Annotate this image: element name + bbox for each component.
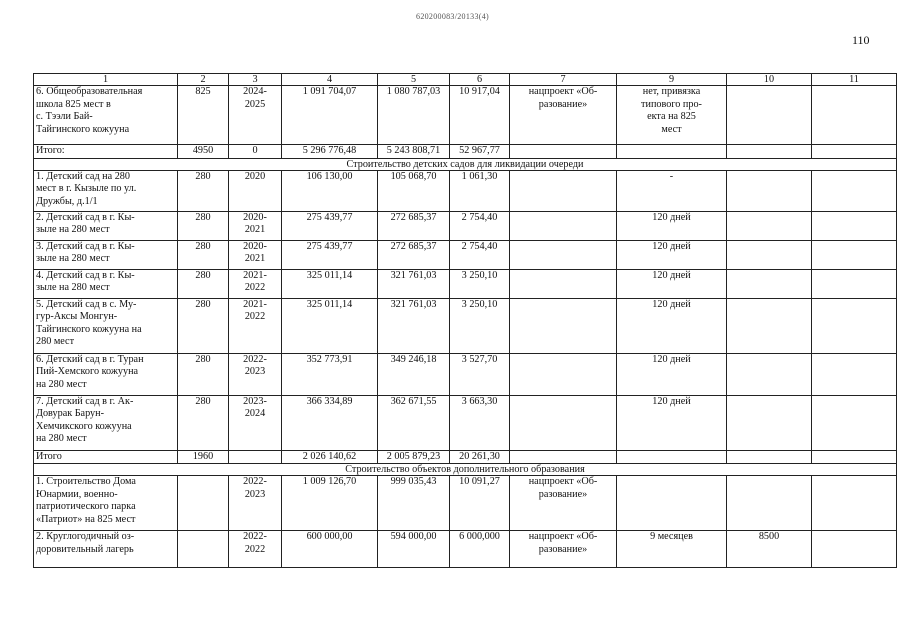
page-number: 110 [852, 33, 870, 47]
table-cell: 825 [178, 86, 229, 145]
table-cell: 275 439,77 [282, 240, 378, 269]
table-cell: 120 дней [617, 269, 727, 298]
table-cell: 2 754,40 [450, 211, 510, 240]
table-cell: 272 685,37 [378, 240, 450, 269]
table-cell: 120 дней [617, 395, 727, 450]
table-cell: 280 [178, 353, 229, 395]
table-cell: 325 011,14 [282, 269, 378, 298]
table-cell: 2 754,40 [450, 240, 510, 269]
table-cell: 1 091 704,07 [282, 86, 378, 145]
table-cell: 2020 [229, 170, 282, 211]
table-cell: 2024- 2025 [229, 86, 282, 145]
table-cell [727, 353, 812, 395]
table-cell: 10 917,04 [450, 86, 510, 145]
table-cell: 2020- 2021 [229, 211, 282, 240]
table-cell [812, 240, 897, 269]
data-table [33, 73, 897, 568]
table-cell: 120 дней [617, 211, 727, 240]
table-cell: 280 [178, 211, 229, 240]
table-cell: 3 250,10 [450, 298, 510, 353]
table-row [34, 145, 897, 159]
table-cell: 321 761,03 [378, 298, 450, 353]
table-cell: 280 [178, 395, 229, 450]
table-cell [510, 211, 617, 240]
table-cell: 120 дней [617, 240, 727, 269]
table-cell: 321 761,03 [378, 269, 450, 298]
table-cell: 349 246,18 [378, 353, 450, 395]
table-row [34, 353, 897, 395]
column-header: 1 [34, 74, 178, 86]
table-cell [812, 531, 897, 568]
table-cell: 2021- 2022 [229, 298, 282, 353]
table-cell [510, 240, 617, 269]
table-cell: 3 250,10 [450, 269, 510, 298]
table-row [34, 531, 897, 568]
table-cell: 2022- 2022 [229, 531, 282, 568]
table-cell: нет, привязка типового про- екта на 825 мест [617, 86, 727, 145]
table-cell: 9 месяцев [617, 531, 727, 568]
table-cell: 4950 [178, 145, 229, 159]
table-cell [812, 145, 897, 159]
table-cell [812, 450, 897, 464]
table-row [34, 170, 897, 211]
table-cell [510, 298, 617, 353]
table-cell: - [617, 170, 727, 211]
table-cell: 2022- 2023 [229, 476, 282, 531]
table-cell: 5 243 808,71 [378, 145, 450, 159]
table-cell: 10 091,27 [450, 476, 510, 531]
column-header: 5 [378, 74, 450, 86]
table-cell: 1960 [178, 450, 229, 464]
section-row [34, 158, 897, 170]
header-row [34, 74, 897, 86]
table-cell [727, 298, 812, 353]
row-label: 1. Детский сад на 280 мест в г. Кызыле по ул. Дружбы, д.1/1 [34, 170, 178, 211]
table-cell [812, 269, 897, 298]
section-title: Строительство объектов дополнительного образования [34, 464, 897, 476]
table-cell [812, 353, 897, 395]
table-cell: 2 026 140,62 [282, 450, 378, 464]
table-cell: 6 000,000 [450, 531, 510, 568]
table-cell: 5 296 776,48 [282, 145, 378, 159]
table-cell: 272 685,37 [378, 211, 450, 240]
table-cell: 1 009 126,70 [282, 476, 378, 531]
row-label: Итого: [34, 145, 178, 159]
row-label: 6. Общеобразовательная школа 825 мест в с. Тээли Бай- Тайгинского кожууна [34, 86, 178, 145]
table-cell [510, 170, 617, 211]
table-cell: нацпроект «Об- разование» [510, 86, 617, 145]
table-cell: 120 дней [617, 353, 727, 395]
table-cell: 20 261,30 [450, 450, 510, 464]
table-cell [617, 450, 727, 464]
document-id: 620200083/20133(4) [416, 12, 489, 21]
column-header: 4 [282, 74, 378, 86]
table-cell [727, 269, 812, 298]
column-header: 10 [727, 74, 812, 86]
table-cell [812, 86, 897, 145]
table-cell [727, 86, 812, 145]
table-cell [727, 395, 812, 450]
table-cell [812, 170, 897, 211]
column-header: 3 [229, 74, 282, 86]
table-row [34, 86, 897, 145]
table-row [34, 240, 897, 269]
table-cell: 280 [178, 298, 229, 353]
table-row [34, 395, 897, 450]
table-cell [727, 211, 812, 240]
table-cell: 120 дней [617, 298, 727, 353]
table-cell: 106 130,00 [282, 170, 378, 211]
row-label: 1. Строительство Дома Юнармии, военно- патриотического парка «Патриот» на 825 мест [34, 476, 178, 531]
table-row [34, 269, 897, 298]
table-cell: 1 061,30 [450, 170, 510, 211]
table-cell: 280 [178, 269, 229, 298]
table-cell: 3 527,70 [450, 353, 510, 395]
table-cell [727, 476, 812, 531]
table-cell: 325 011,14 [282, 298, 378, 353]
table-cell: 999 035,43 [378, 476, 450, 531]
table-cell [510, 395, 617, 450]
table-cell: 0 [229, 145, 282, 159]
table-cell: нацпроект «Об- разование» [510, 531, 617, 568]
table-cell: 280 [178, 240, 229, 269]
section-row [34, 464, 897, 476]
row-label: Итого [34, 450, 178, 464]
column-header: 7 [510, 74, 617, 86]
table-cell [510, 450, 617, 464]
table-cell: 2 005 879,23 [378, 450, 450, 464]
row-label: 3. Детский сад в г. Кы- зыле на 280 мест [34, 240, 178, 269]
row-label: 4. Детский сад в г. Кы- зыле на 280 мест [34, 269, 178, 298]
table-cell [812, 395, 897, 450]
table-row [34, 476, 897, 531]
table-cell [727, 450, 812, 464]
table-cell: 280 [178, 170, 229, 211]
section-title: Строительство детских садов для ликвидации очереди [34, 158, 897, 170]
table-cell [727, 145, 812, 159]
row-label: 6. Детский сад в г. Туран Пий-Хемского кожууна на 280 мест [34, 353, 178, 395]
table-cell: 352 773,91 [282, 353, 378, 395]
table-row [34, 211, 897, 240]
table-cell [727, 170, 812, 211]
column-header: 9 [617, 74, 727, 86]
table-cell: 3 663,30 [450, 395, 510, 450]
table-cell [812, 298, 897, 353]
table-cell [510, 269, 617, 298]
column-header: 2 [178, 74, 229, 86]
table-cell [229, 450, 282, 464]
table-cell: 275 439,77 [282, 211, 378, 240]
table-cell: 2021- 2022 [229, 269, 282, 298]
table-cell [727, 240, 812, 269]
table-cell: 2020- 2021 [229, 240, 282, 269]
table-cell: 8500 [727, 531, 812, 568]
table-cell: нацпроект «Об- разование» [510, 476, 617, 531]
column-header: 11 [812, 74, 897, 86]
table-cell [178, 476, 229, 531]
row-label: 7. Детский сад в г. Ак- Довурак Барун- Хемчикского кожууна на 280 мест [34, 395, 178, 450]
table-cell: 52 967,77 [450, 145, 510, 159]
table-cell [617, 145, 727, 159]
column-header: 6 [450, 74, 510, 86]
table-cell: 600 000,00 [282, 531, 378, 568]
table-cell: 594 000,00 [378, 531, 450, 568]
table-cell: 362 671,55 [378, 395, 450, 450]
table-row [34, 450, 897, 464]
table-cell: 2022- 2023 [229, 353, 282, 395]
table-cell: 105 068,70 [378, 170, 450, 211]
row-label: 2. Детский сад в г. Кы- зыле на 280 мест [34, 211, 178, 240]
table-cell [812, 476, 897, 531]
table-cell: 1 080 787,03 [378, 86, 450, 145]
table-cell [178, 531, 229, 568]
row-label: 2. Круглогодичный оз- доровительный лагерь [34, 531, 178, 568]
table-cell [510, 145, 617, 159]
row-label: 5. Детский сад в с. Му- гур-Аксы Монгун- Тайгинского кожууна на 280 мест [34, 298, 178, 353]
table-cell: 2023- 2024 [229, 395, 282, 450]
table-cell [812, 211, 897, 240]
table-cell [510, 353, 617, 395]
table-cell [617, 476, 727, 531]
table-row [34, 298, 897, 353]
table-cell: 366 334,89 [282, 395, 378, 450]
